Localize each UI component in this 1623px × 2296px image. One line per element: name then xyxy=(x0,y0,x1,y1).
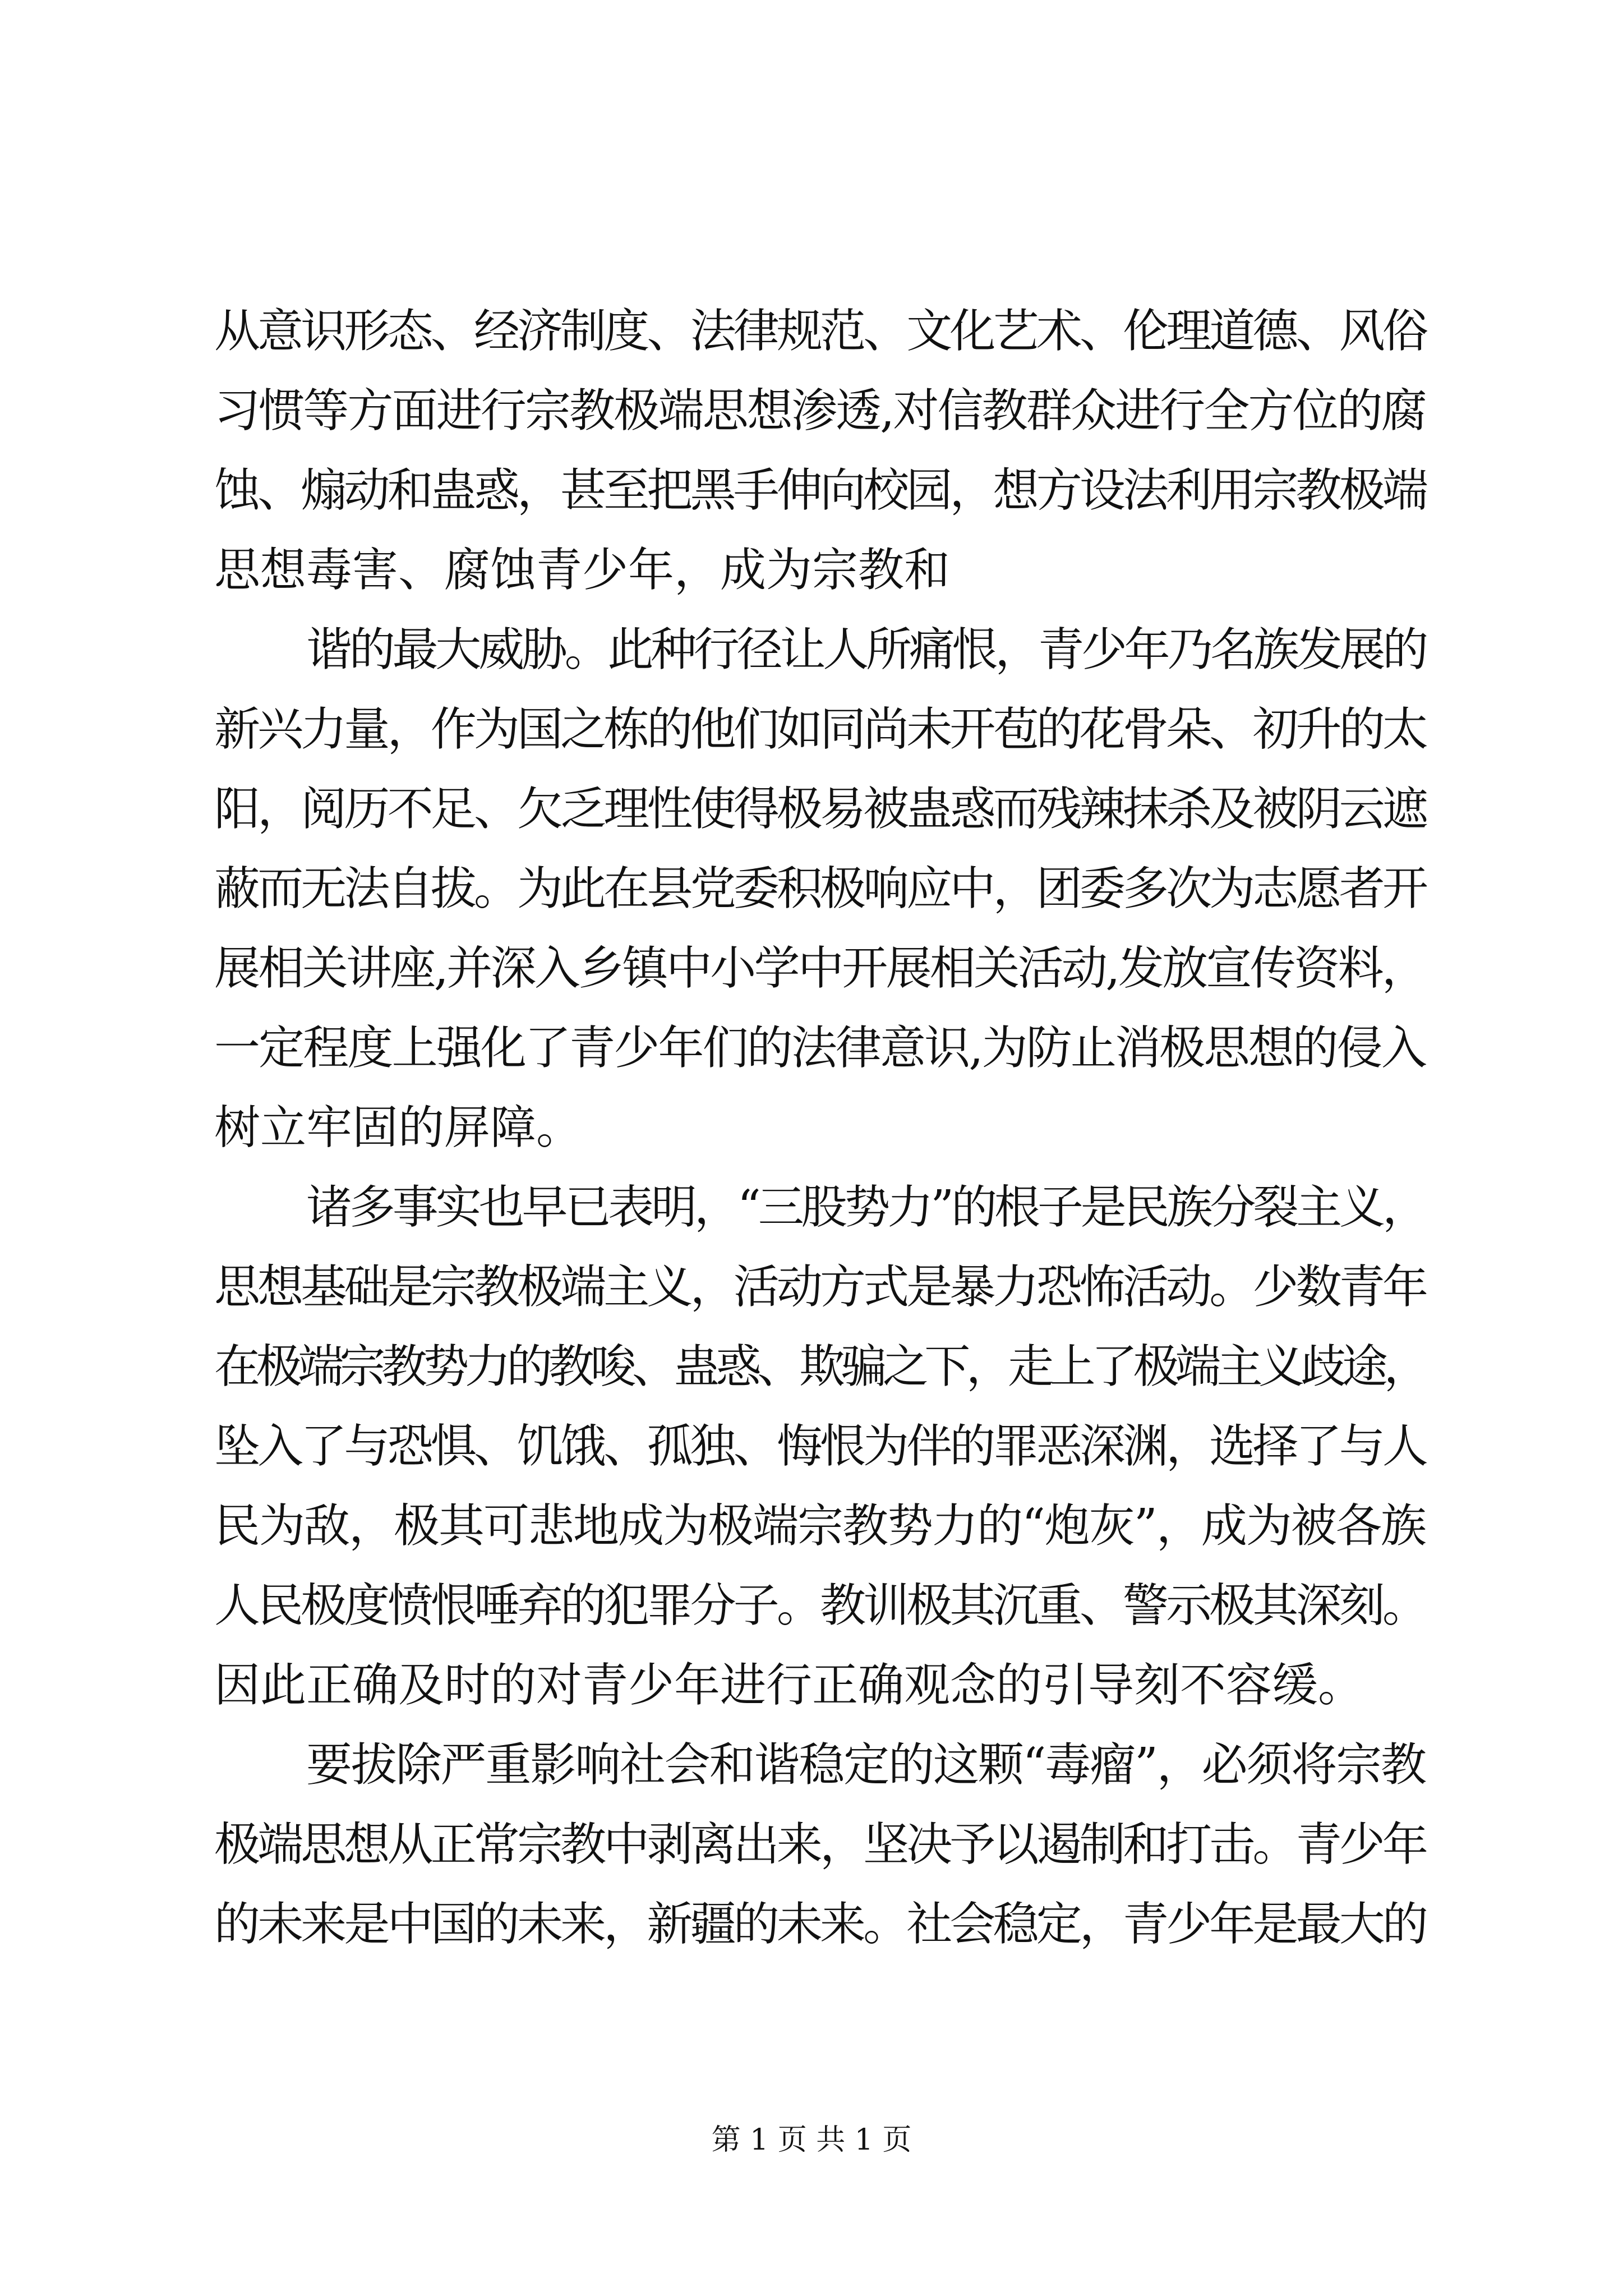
text-line: 阳，阅历不足、欠乏理性使得极易被蛊惑而残辣抹杀及被阴云遮 xyxy=(214,783,1426,836)
paragraph-first-line: 诸多事实也早已表明，“三股势力”的根子是民族分裂主义， xyxy=(306,1181,1426,1234)
text-line: 蚀、煽动和蛊惑，甚至把黑手伸向校园，想方设法利用宗教极端 xyxy=(214,464,1426,517)
text-line: 展相关讲座,并深入乡镇中小学中开展相关活动,发放宣传资料， xyxy=(214,942,1426,995)
text-line: 极端思想从正常宗教中剥离出来，坚决予以遏制和打击。青少年 xyxy=(214,1818,1426,1871)
text-line: 从意识形态、经济制度、法律规范、文化艺术、伦理道德、风俗 xyxy=(214,305,1426,358)
text-line: 因此正确及时的对青少年进行正确观念的引导刻不容缓。 xyxy=(214,1659,1364,1712)
text-line: 新兴力量，作为国之栋的他们如同尚未开苞的花骨朵、初升的太 xyxy=(214,703,1426,756)
paragraph-first-line: 要拔除严重影响社会和谐稳定的这颗“毒瘤”，必须将宗教 xyxy=(306,1738,1426,1792)
text-line: 一定程度上强化了青少年们的法律意识,为防止消极思想的侵入 xyxy=(214,1022,1426,1075)
paragraph-first-line: 谐的最大威胁。此种行径让人所痛恨，青少年乃名族发展的 xyxy=(306,623,1426,677)
text-line: 人民极度愤恨唾弃的犯罪分子。教训极其沉重、警示极其深刻。 xyxy=(214,1579,1426,1632)
text-line: 习惯等方面进行宗教极端思想渗透,对信教群众进行全方位的腐 xyxy=(214,384,1426,438)
text-line: 坠入了与恐惧、饥饿、孤独、悔恨为伴的罪恶深渊，选择了与人 xyxy=(214,1420,1426,1473)
text-line: 在极端宗教势力的教唆、蛊惑、欺骗之下，走上了极端主义歧途， xyxy=(214,1340,1426,1393)
text-line: 思想毒害、腐蚀青少年，成为宗教和 xyxy=(214,544,951,597)
text-line: 蔽而无法自拔。为此在县党委积极响应中，团委多次为志愿者开 xyxy=(214,862,1426,915)
text-line: 民为敌，极其可悲地成为极端宗教势力的“炮灰”，成为被各族 xyxy=(214,1499,1426,1553)
text-line: 树立牢固的屏障。 xyxy=(214,1101,583,1154)
document-body xyxy=(214,292,1426,1964)
text-line: 思想基础是宗教极端主义，活动方式是暴力恐怖活动。少数青年 xyxy=(214,1260,1426,1314)
text-line: 的未来是中国的未来，新疆的未来。社会稳定，青少年是最大的 xyxy=(214,1898,1426,1951)
page-number-footer: 第 1 页 共 1 页 xyxy=(711,2123,912,2157)
